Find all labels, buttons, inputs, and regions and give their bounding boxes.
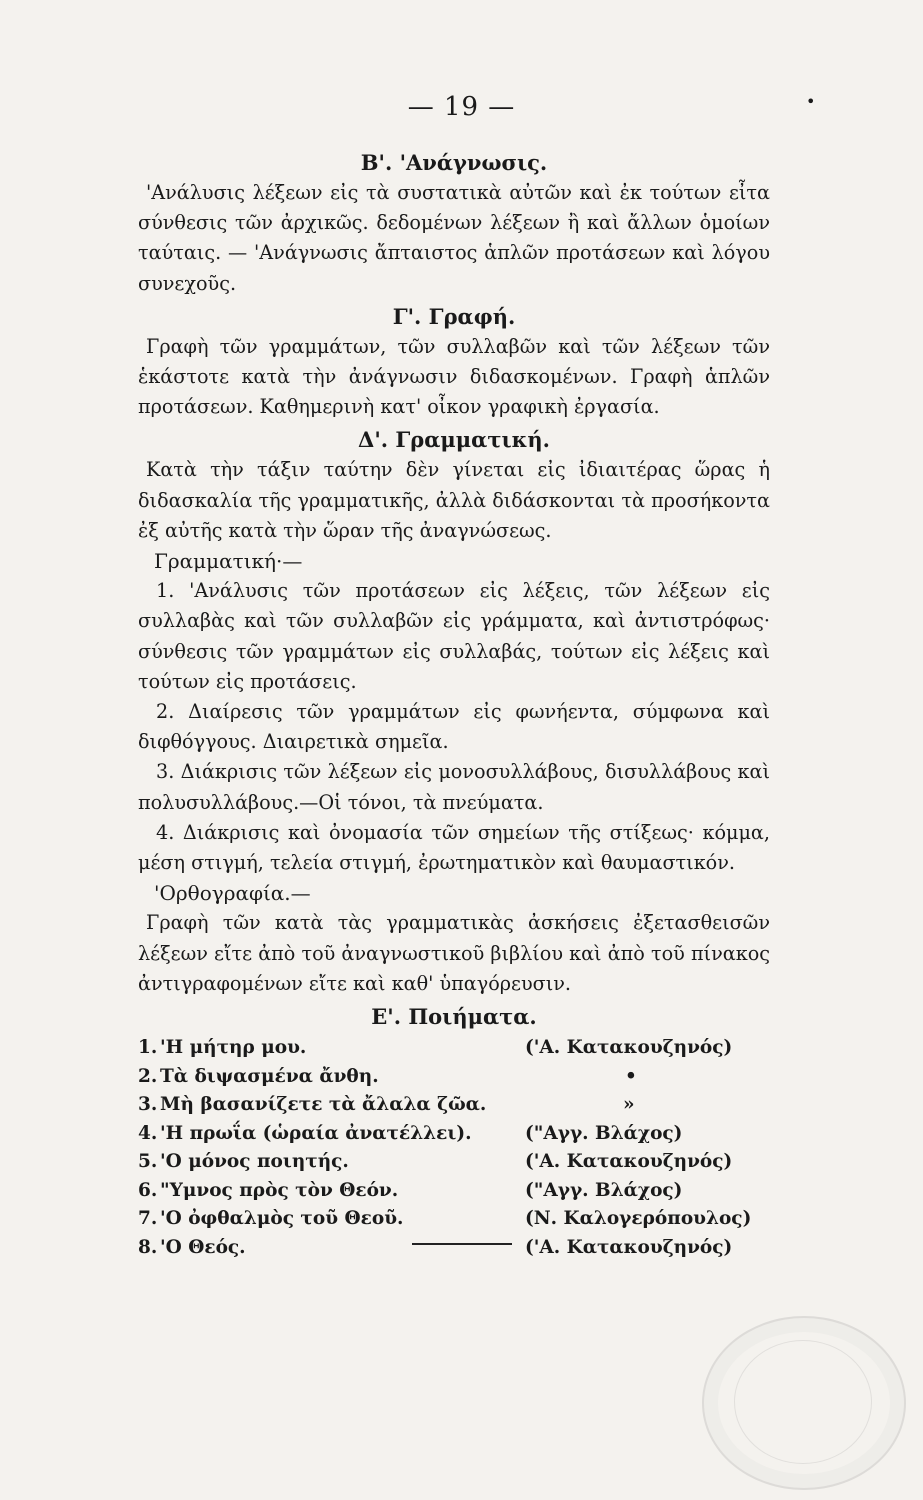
poem-title: 'Η πρωΐα (ὡραία ἀνατέλλει). <box>160 1122 472 1144</box>
page-mark: • <box>806 92 816 111</box>
poem-row <box>138 1120 770 1149</box>
section-text-grammar: Κατὰ τὴν τάξιν ταύτην δὲν γίνεται εἰς ἰδιαιτέρας ὥρας ἡ διδασκαλία τῆς γραμματικῆς, ἀλλὰ διδάσκονται τὰ προσήκοντα ἐξ αὐτῆς κατὰ τὴν ὥραν τῆς ἀναγνώσεως. <box>138 458 770 542</box>
section-heading-grammar: Δ'. Γραμματική. <box>358 427 550 453</box>
poem-title: 'Ο μόνος ποιητής. <box>160 1151 349 1173</box>
poem-title: Μὴ βασανίζετε τὰ ἄλαλα ζῶα. <box>160 1094 487 1116</box>
poem-author: ('Α. Κατακουζηνός) <box>525 1151 733 1173</box>
section-heading-writing: Γ'. Γραφή. <box>392 303 516 329</box>
poem-row <box>138 1091 770 1120</box>
section-heading-reading: Β'. 'Ανάγνωσις. <box>360 150 548 175</box>
library-stamp <box>702 1316 906 1490</box>
poem-number: 1. <box>138 1037 158 1059</box>
grammar-item-4: 4. Διάκρισις καὶ ὀνομασία τῶν σημείων τῆς στίξεως· κόμμα, μέση στιγμή, τελεία στιγμή, ἐρωτηματικὸν καὶ θαυμαστικόν. <box>138 820 770 875</box>
grammar-item-2: 2. Διαίρεσις τῶν γραμμάτων εἰς φωνήεντα, σύμφωνα καὶ διφθόγγους. Διαιρετικὰ σημεῖα. <box>138 700 770 754</box>
poem-author: ("Αγγ. Βλάχος) <box>525 1179 683 1201</box>
poem-number: 8. <box>138 1236 158 1258</box>
poem-author: (Ν. Καλογερόπουλος) <box>525 1208 752 1230</box>
poem-author: » <box>623 1094 635 1116</box>
poem-title: 'Η μήτηρ μου. <box>160 1037 307 1059</box>
poem-number: 3. <box>138 1094 158 1116</box>
poem-title: Τὰ διψασμένα ἄνθη. <box>160 1065 379 1087</box>
poem-title: "Υμνος πρὸς τὸν Θεόν. <box>160 1179 399 1201</box>
poem-list <box>138 1034 770 1262</box>
page-content <box>138 145 770 1262</box>
poem-title: 'Ο ὀφθαλμὸς τοῦ Θεοῦ. <box>160 1208 404 1230</box>
grammar-item-3: 3. Διάκρισις τῶν λέξεων εἰς μονοσυλλάβους, δισυλλάβους καὶ πολυσυλλάβους.—Οἱ τόνοι, τὰ πνεύματα. <box>138 760 770 814</box>
section-heading-poems: Ε'. Ποιήματα. <box>371 1004 537 1030</box>
poem-row <box>138 1063 770 1092</box>
section-text-reading: 'Ανάλυσις λέξεων εἰς τὰ συστατικὰ αὐτῶν καὶ ἐκ τούτων εἶτα σύνθεσις τῶν ἀρχικῶς. δεδομένων λέξεων ἢ καὶ ἄλλων ὁμοίων ταύταις. — 'Ανάγνωσις ἄπταιστος ἁπλῶν προτάσεων καὶ λόγου συνεχοῦς. <box>138 181 770 295</box>
section-text-writing: Γραφὴ τῶν γραμμάτων, τῶν συλλαβῶν καὶ τῶν λέξεων τῶν ἑκάστοτε κατὰ τὴν ἀνάγνωσιν διδασκομένων. Γραφὴ ἁπλῶν προτάσεων. Καθημερινὴ κατ' οἶκον γραφικὴ ἐργασία. <box>138 334 770 419</box>
page-number: — 19 — <box>407 92 516 122</box>
poem-row <box>138 1034 770 1063</box>
poem-title: 'Ο Θεός. <box>160 1236 246 1258</box>
poem-author: ('Α. Κατακουζηνός) <box>525 1236 733 1258</box>
end-rule <box>412 1243 512 1245</box>
poem-number: 5. <box>138 1151 158 1173</box>
grammar-item-1: 1. 'Ανάλυσις τῶν προτάσεων εἰς λέξεις, τῶν λέξεων εἰς συλλαβὰς καὶ τῶν συλλαβῶν εἰς γράμματα, καὶ ἀντιστρόφως· σύνθεσις τῶν γραμμάτων εἰς συλλαβάς, τούτων εἰς λέξεις καὶ τούτων εἰς προτάσεις. <box>138 579 770 693</box>
poem-author: ("Αγγ. Βλάχος) <box>525 1122 683 1144</box>
grammar-subheading: Γραμματική·— <box>154 549 303 574</box>
stamp-inner-ring <box>734 1340 872 1464</box>
poem-author: ('Α. Κατακουζηνός) <box>525 1037 733 1059</box>
poem-row <box>138 1177 770 1206</box>
orthography-subheading: 'Ορθογραφία.— <box>154 881 311 906</box>
poem-number: 4. <box>138 1122 158 1144</box>
poem-author: • <box>625 1065 637 1087</box>
poem-number: 7. <box>138 1208 158 1230</box>
poem-number: 6. <box>138 1179 158 1201</box>
poem-row <box>138 1234 770 1263</box>
poem-number: 2. <box>138 1065 158 1087</box>
poem-row <box>138 1148 770 1177</box>
poem-row <box>138 1205 770 1234</box>
orthography-text: Γραφὴ τῶν κατὰ τὰς γραμματικὰς ἀσκήσεις ἐξετασθεισῶν λέξεων εἴτε ἀπὸ τοῦ ἀναγνωστικοῦ βιβλίου καὶ ἀπὸ τοῦ πίνακος ἀντιγραφομένων εἴτε καὶ καθ' ὑπαγόρευσιν. <box>138 911 770 995</box>
